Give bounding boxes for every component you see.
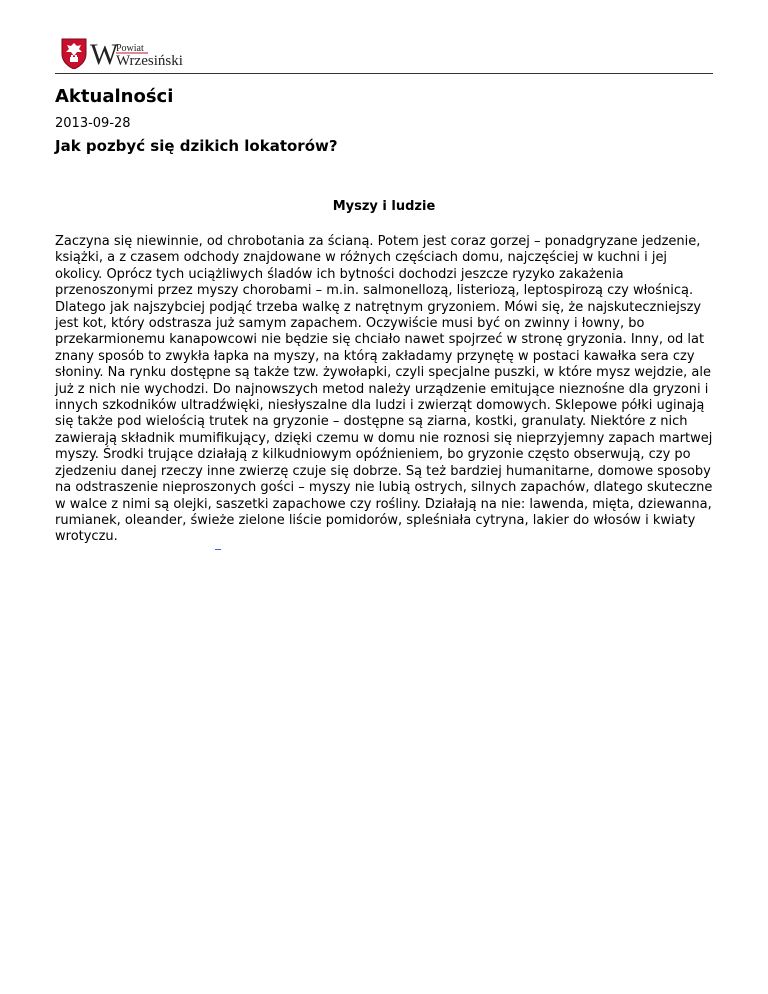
article-body: Zaczyna się niewinnie, od chrobotania za ścianą. Potem jest coraz gorzej – ponadgryzane jedzenie, książki, a z czasem odchody znajdowane w różnych częściach domu, najczęściej w kuchni i jej okolicy. Oprócz tych uciążliwych śladów ich bytności dochodzi jeszcze ryzyko zakażenia przenoszonymi przez myszy chorobami – m.in. salmonellozą, listeriozą, leptospirozą czy włośnicą. Dlatego jak najszybciej podjąć trzeba walkę z natrętnym gryzoniem. Mówi się, że najskuteczniejszy jest kot, który odstrasza już samym zapachem. Oczywiście musi być on zwinny i łowny, bo przekarmionemu kanapowcowi nie będzie się chciało nawet spojrzeć w stronę gryzonia. Inny, od lat znany sposób to zwykła łapka na myszy, na którą zakładamy przynętę w postaci kawałka sera czy słoniny. Na rynku dostępne są także tzw. żywołapki, czyli specjalne puszki, w które mysz wejdzie, ale już z nich nie wychodzi. Do najnowszych metod należy urządzenie emitujące nieznośne dla gryzoni i innych szkodników ultradźwięki, niesłyszalne dla ludzi i zwierząt domowych. Sklepowe półki uginają się także pod wielością trutek na gryzonie – dostępne są ziarna, kostki, granulaty. Niektóre z nich zawierają składnik mumifikujący, dzięki czemu w domu nie roznosi się nieprzyjemny zapach martwej myszy. Środki trujące działają z kilkudniowym opóźnieniem, bo gryzonie często obserwują, czy po zjedzeniu danej rzeczy inne zwierzę czuje się dobrze. Są też bardziej humanitarne, domowe sposoby na odstraszenie nieproszonych gości – myszy nie lubią ostrych, silnych zapachów, dlatego skuteczne w walce z nimi są olejki, saszetki zapachowe czy rośliny. Działają na nie: lawenda, mięta, dziewanna, rumianek, oleander, świeże zielone liście pomidorów, spleśniała cytryna, lakier do włosów i kwiaty wrotyczu. xyxy=(55,234,713,545)
coat-of-arms-icon xyxy=(62,39,86,69)
article-date: 2013-09-28 xyxy=(55,116,131,131)
header xyxy=(55,0,713,74)
svg-text:W: W xyxy=(90,38,119,69)
article-subhead: Myszy i ludzie xyxy=(332,199,436,214)
empty-link[interactable] xyxy=(215,543,221,550)
logo[interactable] xyxy=(61,37,193,69)
logo-graphic xyxy=(61,37,193,69)
section-title: Aktualności xyxy=(55,86,174,107)
logo-small-text: Powiat xyxy=(116,43,144,54)
page xyxy=(55,0,713,545)
logo-large-text: Wrzesiński xyxy=(116,53,183,69)
article-title: Jak pozbyć się dzikich lokatorów? xyxy=(55,137,338,155)
